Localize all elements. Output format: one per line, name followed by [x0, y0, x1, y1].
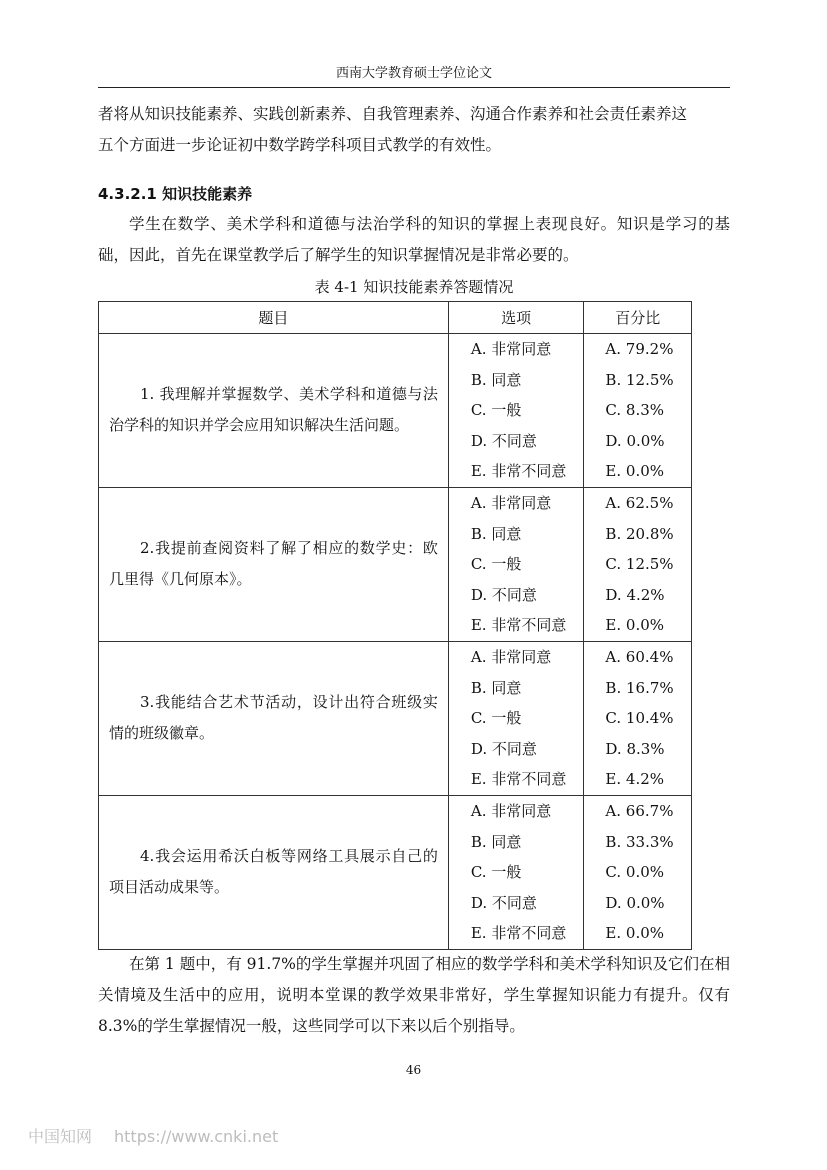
- survey-table: [98, 301, 692, 950]
- intro-line-2: 五个方面进一步论证初中数学跨学科项目式教学的有效性。: [98, 136, 502, 154]
- option-item: C. 一般: [470, 555, 522, 574]
- option-item: E. 非常不同意: [470, 616, 567, 635]
- option-item: E. 非常不同意: [470, 924, 567, 943]
- percent-item: D. 8.3%: [605, 739, 665, 758]
- table-row: [99, 641, 692, 795]
- percent-item: E. 4.2%: [605, 770, 665, 789]
- option-item: D. 不同意: [470, 893, 537, 912]
- table-row: [99, 487, 692, 641]
- watermark-brand: 中国知网: [28, 1127, 93, 1146]
- option-item: C. 一般: [470, 863, 522, 882]
- option-item: D. 不同意: [470, 431, 537, 450]
- percent-item: C. 10.4%: [605, 709, 674, 728]
- page-header: 西南大学教育硕士学位论文: [98, 64, 730, 88]
- option-item: D. 不同意: [470, 585, 537, 604]
- percent-item: B. 16.7%: [605, 678, 674, 697]
- option-item: C. 一般: [470, 709, 522, 728]
- percent-item: E. 0.0%: [605, 462, 665, 481]
- intro-line-1: 者将从知识技能素养、实践创新素养、自我管理素养、沟通合作素养和社会责任素养这: [98, 105, 688, 123]
- watermark-url: https://www.cnki.net: [114, 1127, 279, 1146]
- percent-item: C. 12.5%: [605, 555, 674, 574]
- option-item: A. 非常同意: [470, 493, 552, 512]
- percent-item: C. 0.0%: [605, 863, 665, 882]
- cnki-watermark: [28, 1124, 278, 1147]
- percent-item: D. 0.0%: [605, 893, 665, 912]
- percent-item: E. 0.0%: [605, 924, 665, 943]
- percent-item: A. 60.4%: [605, 647, 674, 666]
- percent-cell: [584, 641, 692, 795]
- question-text: 2.我提前查阅资料了解了相应的数学史：欧几里得《几何原本》。: [109, 539, 438, 589]
- percent-item: A. 66.7%: [605, 801, 674, 820]
- section-heading: 4.3.2.1 知识技能素养: [98, 185, 253, 203]
- question-text: 4.我会运用希沃白板等网络工具展示自己的项目活动成果等。: [109, 847, 438, 897]
- option-item: B. 同意: [470, 370, 522, 389]
- percent-item: C. 8.3%: [605, 401, 665, 420]
- option-item: E. 非常不同意: [470, 462, 567, 481]
- option-item: D. 不同意: [470, 739, 537, 758]
- percent-item: B. 12.5%: [605, 370, 674, 389]
- options-cell: [448, 487, 584, 641]
- percent-item: A. 62.5%: [605, 493, 674, 512]
- intro-paragraph: [98, 99, 730, 161]
- option-item: E. 非常不同意: [470, 770, 567, 789]
- percent-item: D. 4.2%: [605, 585, 665, 604]
- option-item: B. 同意: [470, 524, 522, 543]
- option-item: A. 非常同意: [470, 801, 552, 820]
- header-option: 选项: [448, 302, 584, 334]
- options-cell: [448, 334, 584, 488]
- conclusion-paragraph: 在第 1 题中，有 91.7%的学生掌握并巩固了相应的数学学科和美术学科知识及它们在相关情境及生活中的应用，说明本堂课的教学效果非常好，学生掌握知识能力有提升。仅有 8.3%的学生掌握情况一般，这些同学可以下来以后个别指导。: [98, 955, 730, 1035]
- page-number: 46: [405, 1063, 422, 1077]
- percent-cell: [584, 487, 692, 641]
- table-caption: 表 4-1 知识技能素养答题情况: [314, 278, 514, 296]
- options-cell: [448, 795, 584, 949]
- table-header-row: [99, 302, 692, 334]
- option-item: B. 同意: [470, 678, 522, 697]
- percent-cell: [584, 795, 692, 949]
- table-row: [99, 334, 692, 488]
- question-text: 1. 我理解并掌握数学、美术学科和道德与法治学科的知识并学会应用知识解决生活问题。: [109, 385, 438, 435]
- question-text: 3.我能结合艺术节活动，设计出符合班级实情的班级徽章。: [109, 693, 438, 743]
- option-item: C. 一般: [470, 401, 522, 420]
- options-cell: [448, 641, 584, 795]
- table-row: [99, 795, 692, 949]
- option-item: B. 同意: [470, 832, 522, 851]
- header-percent: 百分比: [584, 302, 692, 334]
- question-cell: [99, 795, 449, 949]
- question-cell: [99, 641, 449, 795]
- percent-item: A. 79.2%: [605, 340, 674, 358]
- option-item: A. 非常同意: [470, 340, 552, 358]
- header-question: 题目: [99, 302, 449, 334]
- percent-item: E. 0.0%: [605, 616, 665, 635]
- option-item: A. 非常同意: [470, 647, 552, 666]
- percent-item: B. 33.3%: [605, 832, 674, 851]
- question-cell: [99, 487, 449, 641]
- question-cell: [99, 334, 449, 488]
- percent-item: B. 20.8%: [605, 524, 674, 543]
- section-paragraph: 学生在数学、美术学科和道德与法治学科的知识的掌握上表现良好。知识是学习的基础，因此，首先在课堂教学后了解学生的知识掌握情况是非常必要的。: [98, 215, 730, 264]
- percent-item: D. 0.0%: [605, 431, 665, 450]
- percent-cell: [584, 334, 692, 488]
